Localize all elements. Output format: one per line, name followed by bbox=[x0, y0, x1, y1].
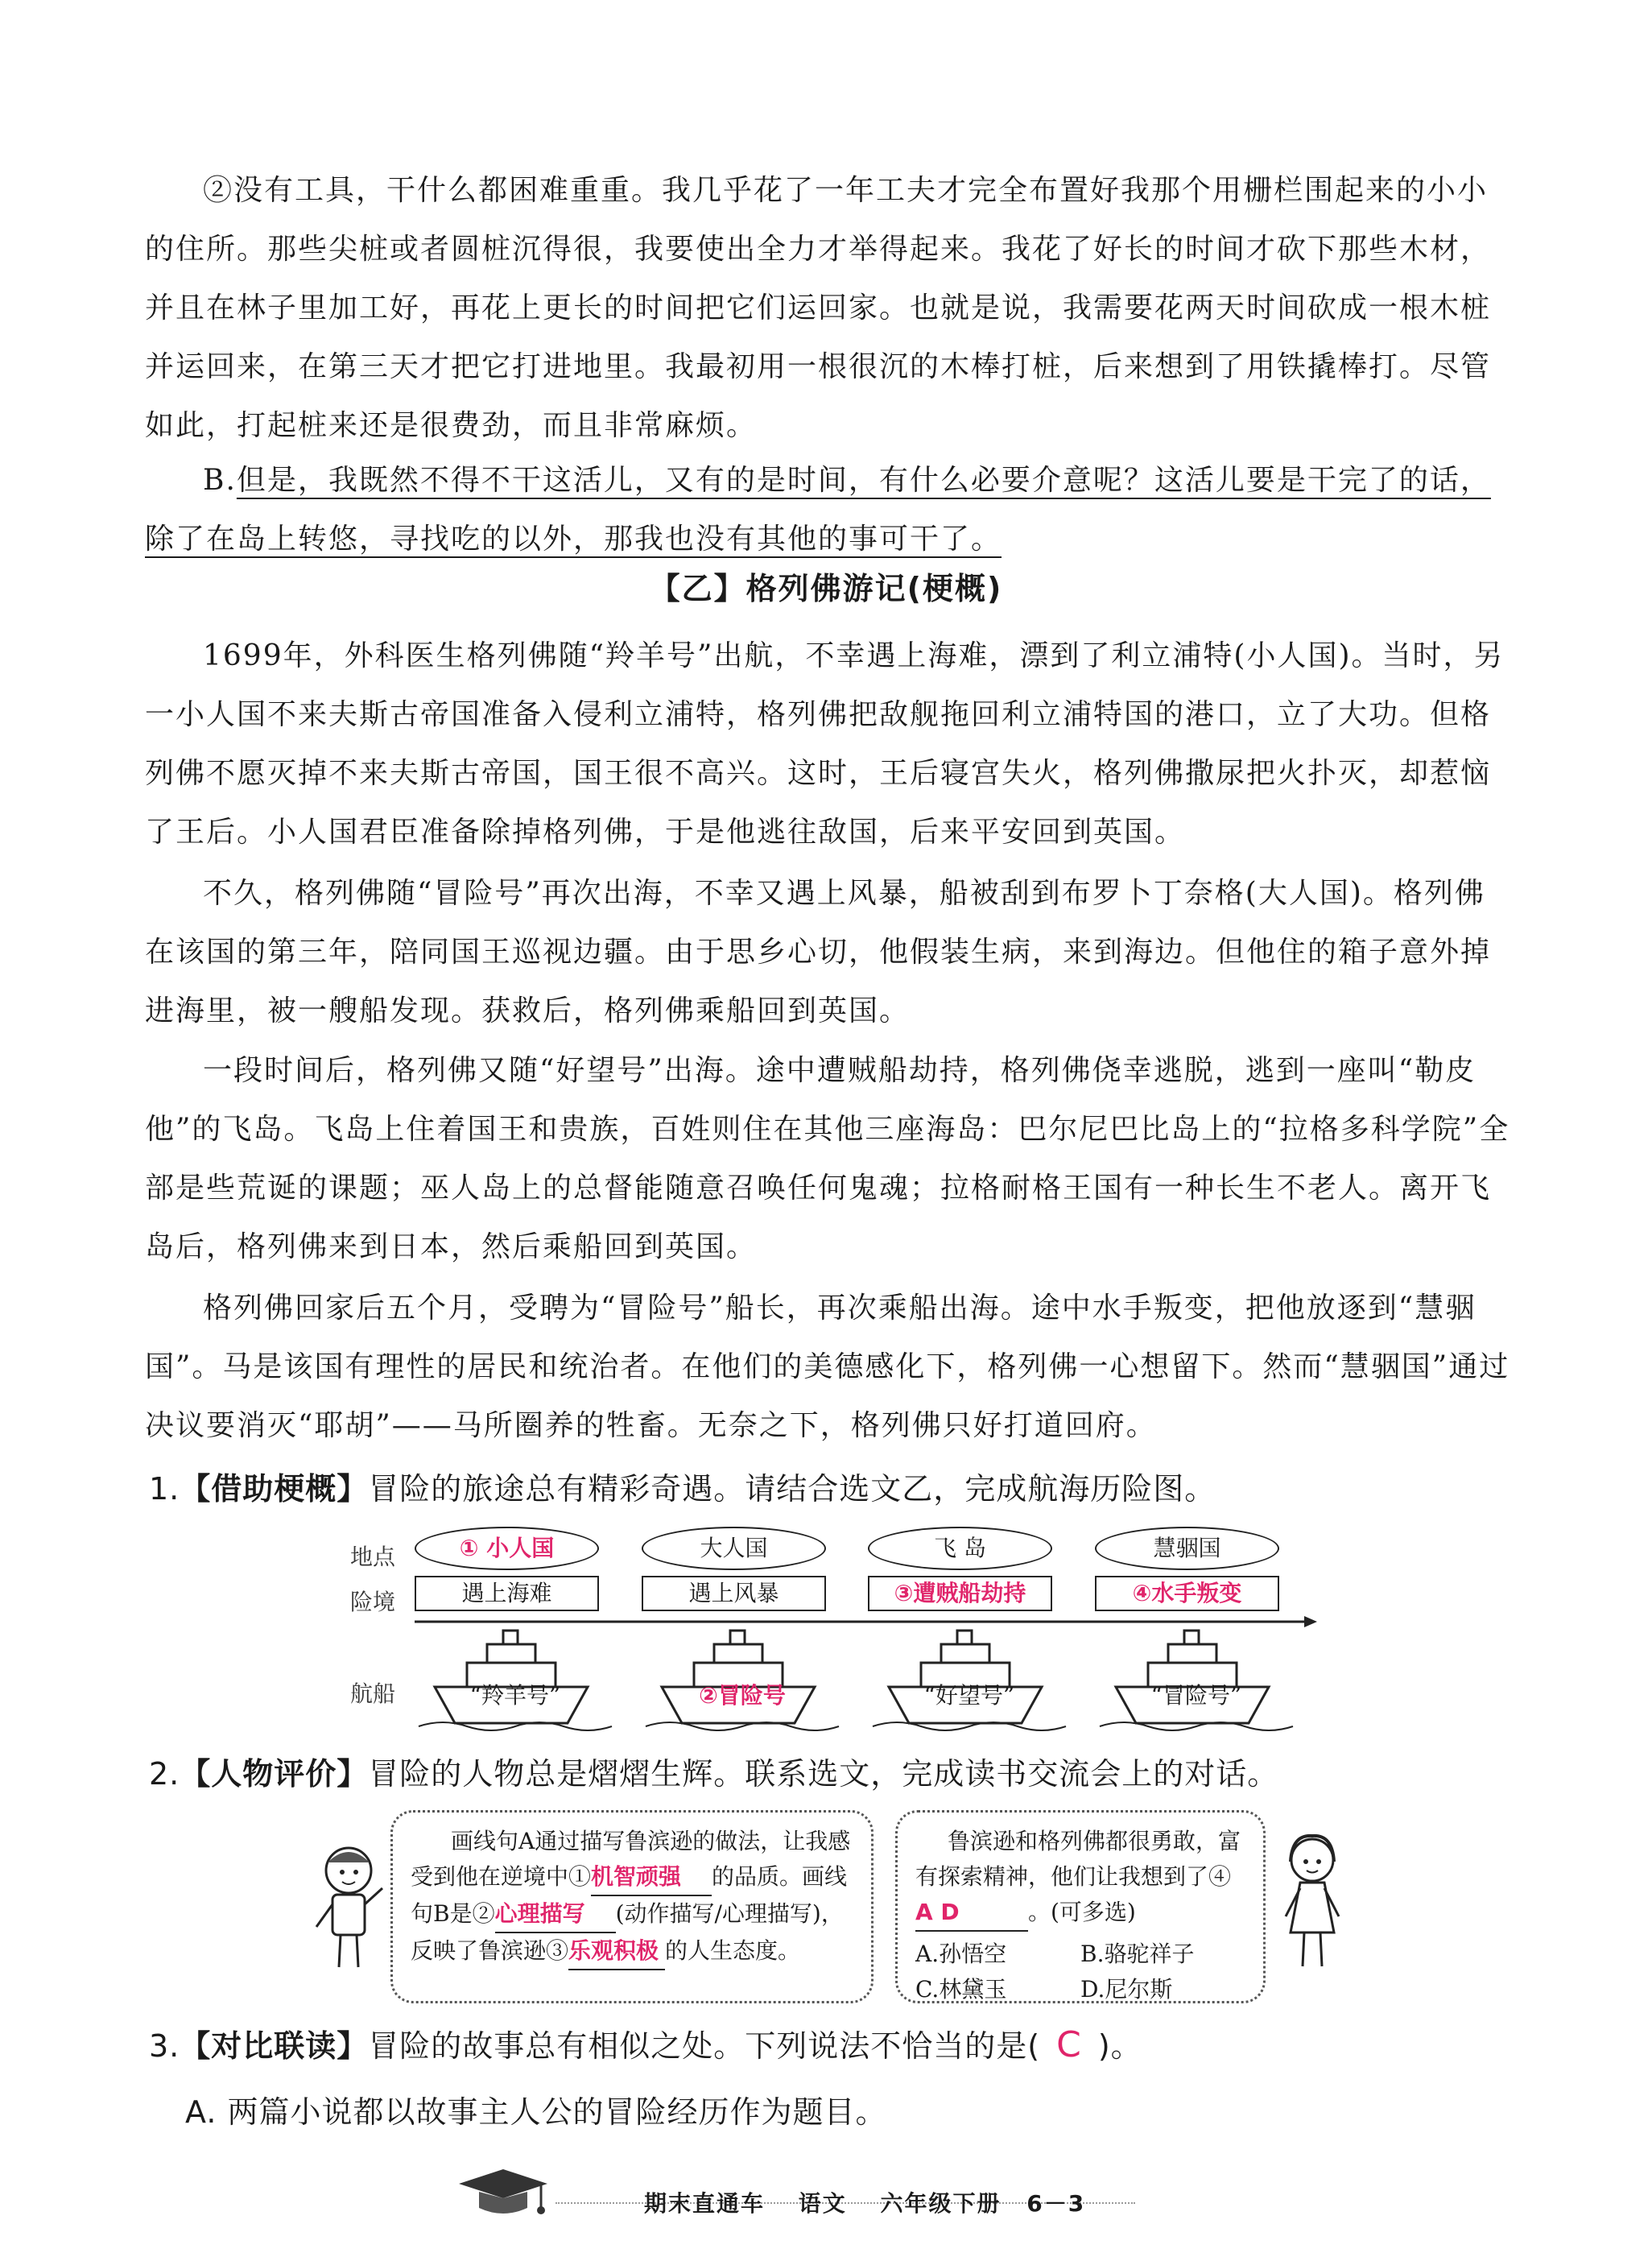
passage-b-paragraph-3: 一段时间后，格列佛又随“好望号”出海。途中遭贼船劫持，格列佛侥幸逃脱，逃到一座叫“勒皮他”的飞岛。飞岛上住着国王和贵族，百姓则住在其他三座海岛：巴尔尼巴比岛上的“拉格多科学院”全部是些荒诞的课题；巫人岛上的总督能随意召唤任何鬼魂；拉格耐格王国有一种长生不老人。离开飞岛后，格列佛来到日本，然后乘船回到英国。 bbox=[145, 1054, 1510, 1263]
graduation-cap-icon bbox=[451, 2166, 555, 2222]
place-oval-1: ① 小人国 bbox=[415, 1527, 599, 1570]
answer-blank-3: 乐观积极 bbox=[568, 1933, 665, 1970]
footer bbox=[644, 2186, 1085, 2218]
q3-answer: C bbox=[1056, 2024, 1082, 2065]
timeline-arrow bbox=[415, 1616, 1317, 1627]
right-text-1: 鲁滨逊和格列佛都很勇敢，富有探索精神，他们让我想到了④ bbox=[915, 1828, 1241, 1890]
passage-b-paragraph-2: 不久，格列佛随“冒险号”再次出海，不幸又遇上风暴，船被刮到布罗卜丁奈格(大人国)。格列佛在该国的第三年，陪同国王巡视边疆。由于思乡心切，他假装生病，来到海边。但他住的箱子意外掉进海里，被一艘船发现。获救后，格列佛乘船回到英国。 bbox=[145, 877, 1492, 1027]
place-oval-2: 大人国 bbox=[642, 1527, 826, 1570]
left-text-3: (动作描写/心理描写)，反映了鲁滨逊③ bbox=[411, 1900, 844, 1964]
q2-tag: 【人物评价】 bbox=[180, 1756, 369, 1792]
footer-book: 期末直通车 bbox=[644, 2190, 766, 2217]
row-label-danger: 险境 bbox=[350, 1589, 396, 1615]
sentence-b-underlined: 但是，我既然不得不干这活儿，又有的是时间，有什么必要介意呢？这活儿要是干完了的话，除了在岛上转悠，寻找吃的以外，那我也没有其他的事可干了。 bbox=[145, 464, 1491, 556]
option-d: D.尼尔斯 bbox=[1080, 1976, 1173, 2003]
passage-b-paragraph-4: 格列佛回家后五个月，受聘为“冒险号”船长，再次乘船出海。途中水手叛变，把他放逐到“慧骃国”。马是该国有理性的居民和统治者。在他们的美德感化下，格列佛一心想留下。然而“慧骃国”通过决议要消灭“耶胡”——马所圈养的牲畜。无奈之下，格列佛只好打道回府。 bbox=[145, 1292, 1510, 1442]
speech-bubble-right bbox=[895, 1810, 1266, 2003]
left-text-2: 的品质。画线句B是② bbox=[411, 1863, 848, 1927]
q1-number: 1. bbox=[149, 1471, 180, 1507]
question-2 bbox=[149, 1749, 1278, 1793]
row-label-ship: 航船 bbox=[350, 1680, 396, 1707]
option-b: B.骆驼祥子 bbox=[1080, 1941, 1195, 1967]
danger-box-4: ④水手叛变 bbox=[1095, 1576, 1279, 1611]
option-list bbox=[915, 1937, 1245, 2007]
danger-box-3: ③遭贼船劫持 bbox=[868, 1576, 1052, 1611]
q2-text: 冒险的人物总是熠熠生辉。联系选文，完成读书交流会上的对话。 bbox=[368, 1756, 1279, 1792]
danger-box-2: 遇上风暴 bbox=[642, 1576, 826, 1611]
q3-close: )。 bbox=[1097, 2028, 1142, 2064]
answer-blank-4: A D bbox=[915, 1895, 1028, 1932]
place-oval-3: 飞 岛 bbox=[868, 1527, 1052, 1570]
option-c: C.林黛玉 bbox=[915, 1976, 1007, 2003]
ship-name-3: “好望号” bbox=[923, 1682, 1015, 1709]
q3-number: 3. bbox=[149, 2028, 180, 2064]
footer-page: 6－3 bbox=[1026, 2190, 1086, 2217]
passage-b-paragraph-1: 1699年，外科医生格列佛随“羚羊号”出航，不幸遇上海难，漂到了利立浦特(小人国)。当时，另一小人国不来夫斯古帝国准备入侵利立浦特，格列佛把敌舰拖回利立浦特国的港口，立了大功。但格列佛不愿灭掉不来夫斯古帝国，国王很不高兴。这时，王后寝宫失火，格列佛撒尿把火扑灭，却惹恼了王后。小人国君臣准备除掉格列佛，于是他逃往敌国，后来平安回到英国。 bbox=[145, 639, 1505, 849]
q3-option-a: A. 两篇小说都以故事主人公的冒险经历作为题目。 bbox=[185, 2094, 887, 2130]
q3-tag: 【对比联读】 bbox=[180, 2028, 369, 2064]
footer-subject: 语文 bbox=[798, 2190, 847, 2217]
danger-box-1: 遇上海难 bbox=[415, 1576, 599, 1611]
ship-name-4: “冒险号” bbox=[1150, 1682, 1242, 1709]
speech-bubble-left bbox=[390, 1810, 873, 2003]
question-3 bbox=[149, 2021, 1142, 2065]
sentence-b-label: B. bbox=[203, 464, 237, 497]
place-oval-4: 慧骃国 bbox=[1095, 1527, 1279, 1570]
question-1 bbox=[149, 1464, 1216, 1508]
ships-timeline bbox=[403, 1610, 1320, 1731]
ship-name-2: ②冒险号 bbox=[699, 1682, 786, 1709]
q3-text: 冒险的故事总有相似之处。下列说法不恰当的是( bbox=[368, 2028, 1041, 2064]
answer-blank-2: 心理描写 bbox=[495, 1896, 616, 1933]
left-text-1: 画线句A通过描写鲁滨逊的做法，让我感受到他在逆境中① bbox=[411, 1828, 851, 1890]
footer-grade: 六年级下册 bbox=[880, 2190, 1002, 2217]
passage-a-paragraph-2: ②没有工具，干什么都困难重重。我几乎花了一年工夫才完全布置好我那个用栅栏围起来的小小的住所。那些尖桩或者圆桩沉得很，我要使出全力才举得起来。我花了好长的时间才砍下那些木材，并且在林子里加工好，再花上更长的时间把它们运回家。也就是说，我需要花两天时间砍成一根木桩并运回来，在第三天才把它打进地里。我最初用一根很沉的木棒打桩，后来想到了用铁撬棒打。尽管如此，打起桩来还是很费劲，而且非常麻烦。 bbox=[145, 174, 1492, 442]
q2-number: 2. bbox=[149, 1756, 180, 1792]
passage-b-title: 【乙】格列佛游记(梗概) bbox=[649, 571, 1003, 606]
q1-text: 冒险的旅途总有精彩奇遇。请结合选文乙，完成航海历险图。 bbox=[368, 1471, 1216, 1507]
girl-figure-icon bbox=[1276, 1828, 1348, 1973]
passage-a-paragraph-b bbox=[145, 451, 1514, 568]
boy-figure-icon bbox=[310, 1840, 390, 1973]
answer-blank-1: 机智顽强 bbox=[591, 1859, 712, 1896]
option-a: A.孙悟空 bbox=[915, 1941, 1007, 1967]
q1-tag: 【借助梗概】 bbox=[180, 1471, 369, 1507]
ship-name-1: “羚羊号” bbox=[469, 1682, 561, 1709]
row-label-place: 地点 bbox=[350, 1544, 396, 1570]
right-text-2: 。(可多选) bbox=[1028, 1899, 1136, 1925]
left-text-4: 的人生态度。 bbox=[665, 1937, 801, 1964]
